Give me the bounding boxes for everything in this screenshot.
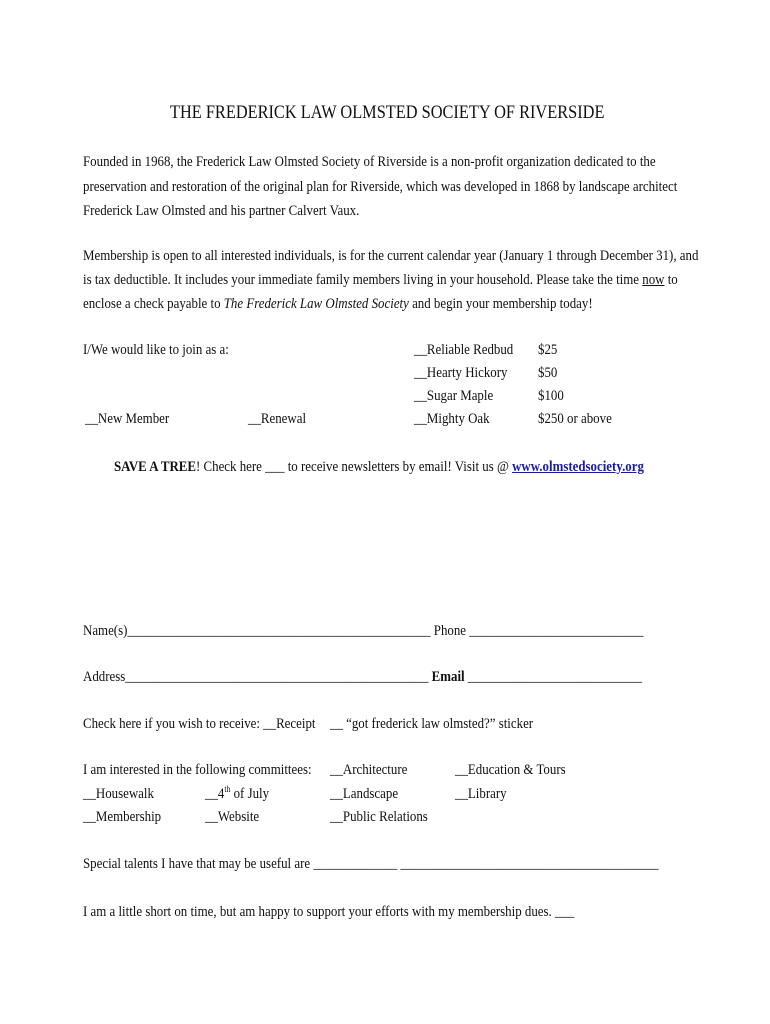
renewal-option[interactable]: __Renewal: [248, 411, 307, 427]
committee-architecture[interactable]: __Architecture: [330, 762, 408, 778]
special-talents-field[interactable]: Special talents I have that may be useful are _____________ ________________________________________: [83, 856, 659, 872]
email-label: Email: [431, 669, 465, 685]
page-title: THE FREDERICK LAW OLMSTED SOCIETY OF RIVERSIDE: [170, 102, 605, 123]
level-hickory-price: $50: [538, 365, 558, 381]
committee-website[interactable]: __Website: [205, 809, 260, 825]
level-hickory-option[interactable]: __Hearty Hickory: [414, 365, 508, 381]
committee-housewalk[interactable]: __Housewalk: [83, 786, 154, 802]
intro-line-3: Frederick Law Olmsted and his partner Calvert Vaux.: [83, 203, 360, 219]
save-a-tree-line: SAVE A TREE! Check here ___ to receive newsletters by email! Visit us @ www.olmstedsociety.org: [114, 459, 644, 475]
membership-line-2: is tax deductible. It includes your immediate family members living in your household. Please take the time now to: [83, 272, 678, 288]
membership-line-1: Membership is open to all interested individuals, is for the current calendar year (January 1 through December 31), and: [83, 248, 699, 264]
website-link[interactable]: www.olmstedsociety.org: [512, 459, 644, 475]
committee-landscape[interactable]: __Landscape: [330, 786, 399, 802]
address-email-field[interactable]: Address_______________________________________________ Email ___________________________: [83, 669, 643, 685]
receipt-checkbox[interactable]: Check here if you wish to receive: __Receipt: [83, 716, 316, 732]
intro-line-2: preservation and restoration of the original plan for Riverside, which was developed in 1868 by landscape architect: [83, 179, 678, 195]
sticker-checkbox[interactable]: __ “got frederick law olmsted?” sticker: [330, 716, 534, 732]
name-phone-field[interactable]: Name(s)_______________________________________________ Phone ___________________________: [83, 623, 644, 639]
save-a-tree-heading: SAVE A TREE: [114, 459, 196, 475]
short-on-time-checkbox[interactable]: I am a little short on time, but am happy to support your efforts with my membership dues. ___: [83, 904, 575, 920]
level-maple-price: $100: [538, 388, 564, 404]
intro-line-1: Founded in 1968, the Frederick Law Olmsted Society of Riverside is a non-profit organization dedicated to the: [83, 154, 656, 170]
level-oak-price: $250 or above: [538, 411, 612, 427]
committee-library[interactable]: __Library: [455, 786, 507, 802]
committees-prompt: I am interested in the following committees:: [83, 762, 312, 778]
level-redbud-price: $25: [538, 342, 558, 358]
committee-education-tours[interactable]: __Education & Tours: [455, 762, 566, 778]
membership-line-3: enclose a check payable to The Frederick Law Olmsted Society and begin your membership today!: [83, 296, 593, 312]
level-redbud-option[interactable]: __Reliable Redbud: [414, 342, 514, 358]
join-prompt: I/We would like to join as a:: [83, 342, 229, 358]
level-maple-option[interactable]: __Sugar Maple: [414, 388, 494, 404]
new-member-option[interactable]: __New Member: [85, 411, 170, 427]
level-oak-option[interactable]: __Mighty Oak: [414, 411, 490, 427]
committee-public-relations[interactable]: __Public Relations: [330, 809, 428, 825]
now-underlined: now: [642, 272, 665, 288]
society-name-italic: The Frederick Law Olmsted Society: [223, 296, 409, 312]
committee-4th-of-july[interactable]: __4th of July: [205, 784, 270, 802]
committee-membership[interactable]: __Membership: [83, 809, 162, 825]
